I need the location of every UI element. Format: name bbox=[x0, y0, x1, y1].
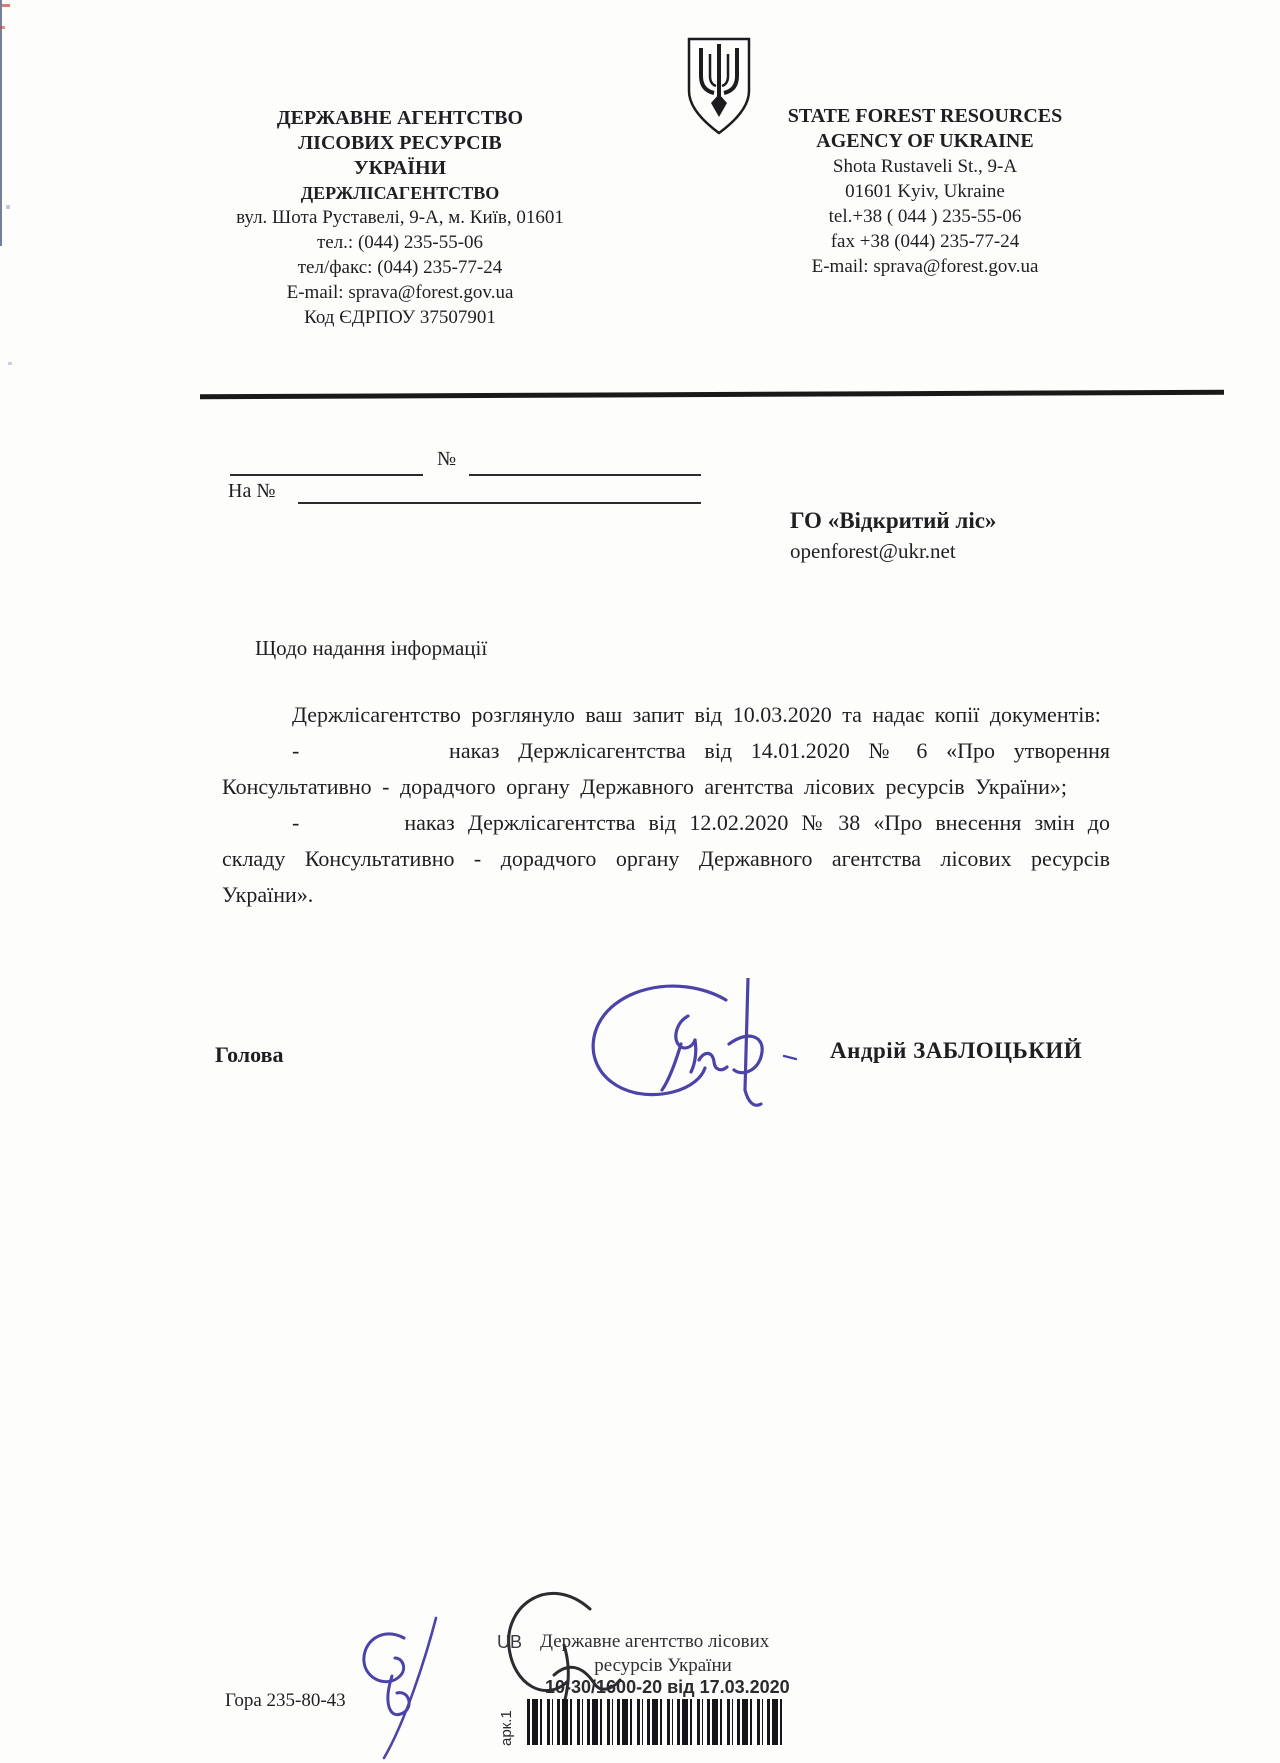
body-list-item: - наказ Держлісагентства від 12.02.2020 № 38 «Про внесення змін до складу Консультативно - дорадчого органу Державного агентства лісових ресурсів України». bbox=[222, 810, 1110, 907]
date-blank-line bbox=[230, 474, 423, 476]
barcode bbox=[527, 1699, 783, 1745]
address-en: Shota Rustaveli St., 9-A bbox=[832, 156, 1018, 177]
stamp-agency-line2: ресурсів України bbox=[594, 1655, 732, 1676]
fax-uk: тел/факс: (044) 235-77-24 bbox=[297, 257, 503, 278]
body-list-item: - наказ Держлісагентства від 14.01.2020 № 6 «Про утворення Консультативно - дорадчого органу Державного агентства лісових ресурсів України»; bbox=[222, 738, 1110, 799]
number-blank-line bbox=[469, 474, 701, 476]
phone-en: tel.+38 ( 044 ) 235-55-06 bbox=[828, 206, 1022, 227]
stamp-prefix: UB bbox=[497, 1632, 523, 1652]
number-label: № bbox=[437, 448, 457, 470]
scan-speck bbox=[6, 205, 10, 209]
scan-edge-artifact bbox=[0, 0, 2, 246]
recipient-organization: ГО «Відкритий ліс» bbox=[790, 508, 997, 533]
agency-name-en-line: STATE FOREST RESOURCES bbox=[787, 105, 1063, 127]
sheet-number-label: арк.1 bbox=[498, 1710, 515, 1746]
reply-blank-line bbox=[298, 502, 701, 504]
body-paragraph: Держлісагентство розглянуло ваш запит від 10.03.2020 та надає копії документів: bbox=[292, 702, 1101, 727]
letterhead-english bbox=[740, 104, 1110, 279]
recipient-email: openforest@ukr.net bbox=[790, 539, 956, 563]
letterhead-divider bbox=[200, 390, 1224, 399]
stamp-registration-number: 10-30/1600-20 від 17.03.2020 bbox=[545, 1677, 790, 1697]
edrpou-code: Код ЄДРПОУ 37507901 bbox=[304, 307, 496, 328]
executor-contact: Гора 235-80-43 bbox=[225, 1690, 346, 1711]
letter-body bbox=[222, 697, 1110, 913]
agency-name-uk-line: ЛІСОВИХ РЕСУРСІВ bbox=[298, 132, 502, 154]
agency-name-en-line: AGENCY OF UKRAINE bbox=[816, 130, 1034, 152]
signer-name: Андрій ЗАБЛОЦЬКИЙ bbox=[830, 1038, 1083, 1063]
agency-name-uk-line: УКРАЇНИ bbox=[353, 157, 447, 179]
letterhead-ukrainian bbox=[200, 106, 600, 330]
fax-en: fax +38 (044) 235-77-24 bbox=[830, 231, 1020, 252]
email-en: E-mail: sprava@forest.gov.ua bbox=[811, 256, 1039, 277]
reply-to-label: На № bbox=[228, 480, 276, 502]
city-en: 01601 Kyiv, Ukraine bbox=[845, 181, 1005, 202]
handwritten-initials bbox=[348, 1612, 443, 1760]
phone-uk: тел.: (044) 235-55-06 bbox=[316, 232, 484, 253]
subject-line: Щодо надання інформації bbox=[255, 636, 488, 660]
address-uk: вул. Шота Руставелі, 9-А, м. Київ, 01601 bbox=[236, 207, 564, 228]
email-uk: E-mail: sprava@forest.gov.ua bbox=[286, 282, 514, 303]
agency-short-name: ДЕРЖЛІСАГЕНТСТВО bbox=[300, 183, 500, 203]
scan-speck bbox=[2, 4, 10, 7]
recipient-block bbox=[790, 505, 996, 567]
signature-handwriting bbox=[578, 978, 798, 1113]
signer-title: Голова bbox=[215, 1042, 284, 1067]
agency-name-uk-line: ДЕРЖАВНЕ АГЕНТСТВО bbox=[276, 107, 524, 129]
stamp-agency-line1: Державне агентство лісових bbox=[540, 1631, 770, 1652]
scan-speck bbox=[0, 26, 5, 29]
scan-speck bbox=[8, 362, 12, 365]
